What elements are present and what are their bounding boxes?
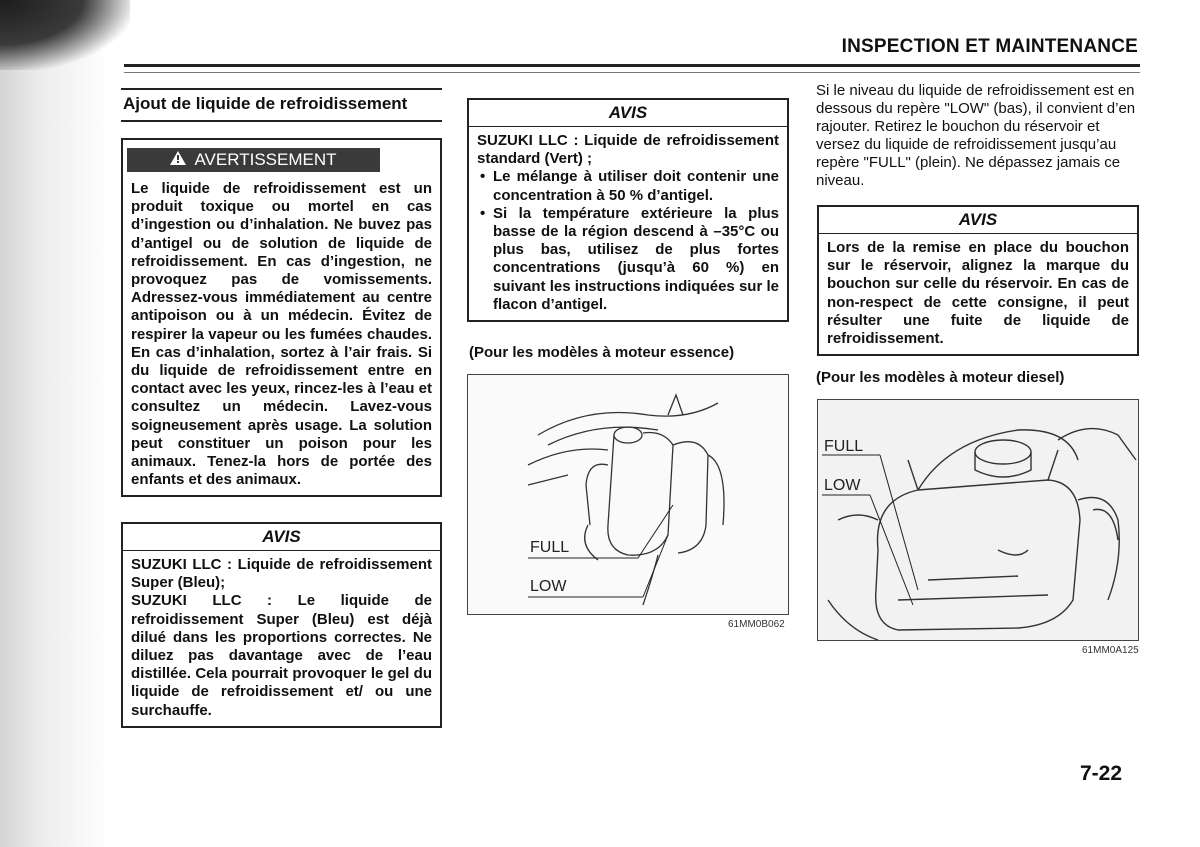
full-marker-label: FULL [824, 438, 864, 455]
reservoir-illustration-diesel [818, 400, 1139, 641]
avis-header: AVIS [469, 100, 787, 127]
figure-caption-diesel: (Pour les modèles à moteur diesel) [816, 369, 1065, 386]
figure-petrol-reservoir [467, 374, 789, 615]
left-column [121, 88, 442, 497]
avis-line: SUZUKI LLC : Liquide de refroidissement Super (Bleu); [131, 556, 432, 592]
full-marker-label: FULL [530, 539, 570, 556]
avis-box-super-coolant [121, 522, 442, 728]
page-binding-shadow [0, 0, 110, 847]
avis-box-standard-coolant [467, 98, 789, 322]
avis-line: SUZUKI LLC : Le liquide de refroidissement Super (Bleu) est déjà dilué dans les proportions correctes. Ne diluez pas davantage avec de l’eau distillée. Cela pourrait provoquer le gel du liquide de refroidissement et/ ou une surchauffe. [131, 592, 432, 719]
warning-text: Le liquide de refroidissement est un produit toxique ou mortel en cas d’ingestion ou d’inhalation. Ne buvez pas d’antigel ou de solution de liquide de refroidissement. En cas d’ingestion, ne provoquez pas de vomissements. Adressez-vous immédiatement au centre antipoison ou à un médecin. Évitez de respirer la vapeur ou les fumées chaudes. En cas d’inhalation, sortez à l’air frais. Si du liquide de refroidissement entre en contact avec les yeux, rincez-les à l’eau et consultez un médecin. Lavez-vous soigneusement après usage. La solution peut constituer un poison pour les animaux. Tenez-la hors de portée des enfants et des animaux. [131, 180, 432, 489]
figure-diesel-reservoir [817, 399, 1139, 641]
avis-header: AVIS [819, 207, 1137, 234]
figure-caption-petrol: (Pour les modèles à moteur essence) [469, 344, 735, 361]
list-item: • Le mélange à utiliser doit contenir une concentration à 50 % d’antigel. [477, 168, 779, 204]
avis-intro: SUZUKI LLC : Liquide de refroidissement standard (Vert) ; [477, 132, 779, 168]
header-rule [124, 64, 1140, 67]
avis-text [469, 127, 787, 320]
avis-bullet-list [477, 168, 779, 314]
low-marker-label: LOW [824, 477, 861, 494]
warning-header [127, 148, 380, 172]
page-number: 7-22 [1080, 762, 1123, 785]
refill-instructions: Si le niveau du liquide de refroidissement est en dessous du repère "LOW" (bas), il convient d’en rajouter. Retirez le bouchon du réservoir et versez du liquide de refroidissement jusqu’au repère "FULL" (plein). Ne dépassez jamais ce niveau. [816, 82, 1136, 189]
figure-code-diesel: 61MM0A125 [1082, 645, 1139, 656]
warning-triangle-icon [170, 151, 186, 169]
warning-box [121, 138, 442, 497]
page-header-title: INSPECTION ET MAINTENANCE [841, 36, 1138, 57]
low-marker-label: LOW [530, 578, 567, 595]
avis-text [123, 551, 440, 726]
figure-code-petrol: 61MM0B062 [728, 619, 785, 630]
list-item: • Si la température extérieure la plus basse de la région descend à –35°C ou plus bas, utilisez de plus fortes concentrations (jusqu’à 60 %) en suivant les instructions indiquées sur le flacon d’antigel. [477, 205, 779, 314]
header-rule-thin [124, 72, 1140, 73]
avis-text: Lors de la remise en place du bouchon sur le réservoir, alignez la marque du bouchon sur celle du réservoir. En cas de non-respect de cette consigne, il peut résulter une fuite de liquide de refroidissement. [827, 239, 1129, 348]
avis-header: AVIS [123, 524, 440, 551]
avis-box-cap-alignment [817, 205, 1139, 356]
section-title: Ajout de liquide de refroidissement [121, 88, 442, 122]
warning-label: AVERTISSEMENT [194, 150, 337, 169]
reservoir-illustration-petrol [468, 375, 789, 615]
page-corner-shadow [0, 0, 130, 70]
